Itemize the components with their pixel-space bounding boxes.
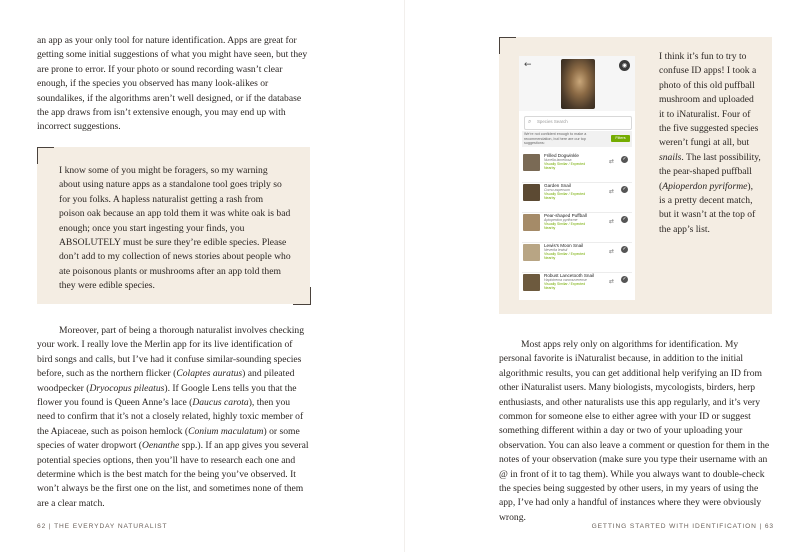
species-thumbnail [523, 244, 540, 261]
checkmark-icon: ✓ [622, 156, 627, 162]
filters-button: Filters [611, 135, 630, 142]
left-paragraph-2 [37, 324, 310, 511]
notice-text: We’re not confident enough to make a recommendation, but here are our top suggestions: [524, 132, 587, 146]
species-thumbnail [523, 274, 540, 291]
back-arrow-icon: ← [524, 60, 532, 70]
paragraph-text: Most apps rely only on algorithms for identification. My personal favorite is iNaturalist because, in addition to the initial algorithmic results, you can get additional help verifying an ID from other iNaturalist users. Many biologists, mycologists, birders, herp enthusiasts, and other naturalists use this app regularly, and it’s very common for someone else to either agree with your ID or suggest something different within a day or two of your uploading your observation. You can also leave a comment or question for them in the notes of your observation (make sure you type their username with an @ in front of it to tag them). While you always want to double-check the species being suggested by other users, in my years of using the app, I’ve had only a handful of instances where they were obviously wrong. [499, 339, 770, 523]
callout-corner-line [37, 147, 54, 148]
suggestion-row [522, 212, 632, 243]
callout-text: I know some of you might be foragers, so my warning about using nature apps as a standalone tool goes triply so for you folks. A hapless naturalist getting a rash from poison oak because an app told them it was white oak is bad enough; once you start ingesting your finds, you ABSOLUTELY must be sure they’re edible species. Please don’t add to my collection of news stories about people who ate poisonous plants or mushrooms after an app told them they were edible species. [59, 165, 291, 292]
compare-icon: ⇄ [609, 158, 615, 165]
species-name: Garden Snail [544, 183, 571, 188]
puffball-photo [561, 59, 595, 109]
species-nearby: Nearby [544, 256, 556, 260]
compare-icon: ⇄ [609, 248, 615, 255]
species-similarity: Visually Similar / Expected [544, 282, 586, 286]
species-nearby: Nearby [544, 196, 556, 200]
figure-corner-line [499, 37, 500, 54]
suggestion-notice [522, 131, 632, 147]
left-paragraph-1 [37, 34, 309, 135]
suggestion-row [522, 242, 632, 273]
species-nearby: Nearby [544, 286, 556, 290]
species-thumbnail [523, 154, 540, 171]
right-folio: GETTING STARTED WITH IDENTIFICATION | 63 [591, 523, 774, 530]
species-scientific-name: Cornu aspersum [544, 188, 570, 192]
phone-header [519, 56, 635, 111]
species-scientific-name: Haplotrema vancouverense [544, 278, 587, 282]
species-name: Pear-shaped Puffball [544, 213, 587, 218]
species-similarity: Visually Similar / Expected [544, 252, 586, 256]
compare-icon: ⇄ [609, 188, 615, 195]
search-icon: ⌕ [528, 118, 532, 125]
compare-icon: ⇄ [609, 218, 615, 225]
checkmark-icon: ✓ [622, 186, 627, 192]
species-scientific-name: Neverita lewisii [544, 248, 568, 252]
species-scientific-name: Apioperdon pyriforme [544, 218, 578, 222]
species-similarity: Visually Similar / Expected [544, 192, 586, 196]
species-name: Lewis's Moon Snail [544, 243, 584, 248]
species-nearby: Nearby [544, 166, 556, 170]
suggestion-row [522, 272, 632, 300]
search-placeholder: Species Search [537, 119, 568, 124]
species-similarity: Visually Similar / Expected [544, 222, 586, 226]
species-scientific-name: Nucella lamellosa [544, 158, 572, 162]
figure-caption: I think it’s fun to try to confuse ID apps! I took a photo of this old puffball mushroom and uploaded it to iNaturalist. Four of the five suggested species weren’t fungi at all, but snails. The last possibility, the pear-shaped puffball (Apioperdon pyriforme), is a pretty decent match, but it wasn’t at the top of the app’s list. [659, 51, 761, 235]
species-similarity: Visually Similar / Expected [544, 162, 586, 166]
species-thumbnail [523, 184, 540, 201]
checkmark-icon: ✓ [622, 246, 627, 252]
callout-corner-line [310, 287, 311, 304]
species-nearby: Nearby [544, 226, 556, 230]
left-folio: 62 | THE EVERYDAY NATURALIST [37, 523, 168, 530]
callout-corner-line [37, 147, 38, 164]
inaturalist-screenshot [519, 56, 635, 300]
compare-icon: ⇄ [609, 278, 615, 285]
figure-corner-line [499, 37, 516, 38]
right-paragraph [499, 338, 773, 525]
checkmark-icon: ✓ [622, 216, 627, 222]
callout-corner-line [293, 304, 311, 305]
suggestion-row [522, 152, 632, 183]
paragraph-text: an app as your only tool for nature identification. Apps are great for getting some initial suggestions of what you might have seen, but they are prone to error. If your photo or sound recording wasn’t clear enough, if the species you observed has many look-alikes or soundalikes, if the algorithms aren’t well designed, or if the database the app draws from isn’t extensive enough, you may end up with incorrect suggestions. [37, 35, 308, 133]
paragraph-text: Moreover, part of being a thorough naturalist involves checking your work. I really love the Merlin app for its live identification of bird songs and calls, but I’ve had it confuse similar-sounding species before, such as the northern flicker (Colaptes auratus) and pileated woodpecker (Dryocopus pileatus). If Google Lens tells you that the flower you found is Queen Anne’s lace (Daucus carota), then you need to confirm that it’s not a closely related, highly toxic member of the Apiaceae, such as poison hemlock (Conium maculatum) or some species of water dropwort (Oenanthe spp.). If an app gives you several potential species options, then you’ll have to research each one and determine which is the best match for the being you’ve observed. It won’t always be the first one on the list, and sometimes none of them are a clear match. [37, 325, 309, 509]
species-name: Robust Lancetooth Snail [544, 273, 595, 278]
species-name: Frilled Dogwinkle [544, 153, 579, 158]
suggestion-row [522, 182, 632, 213]
camera-icon: ◉ [619, 60, 630, 71]
species-thumbnail [523, 214, 540, 231]
species-search-input [524, 116, 632, 130]
checkmark-icon: ✓ [622, 276, 627, 282]
